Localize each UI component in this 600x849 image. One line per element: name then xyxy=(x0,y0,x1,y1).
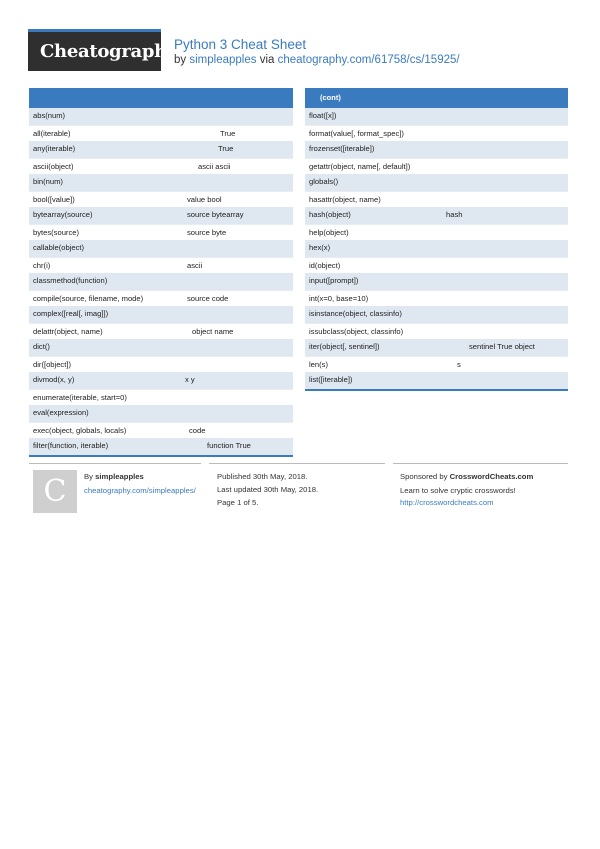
function-signature: help(object) xyxy=(309,227,349,237)
function-signature: frozenset([iterable]) xyxy=(309,144,375,153)
function-description: value bool xyxy=(187,194,222,204)
table-row xyxy=(29,257,293,274)
function-signature: callable(object) xyxy=(33,243,85,252)
table-row xyxy=(305,356,568,373)
footer-divider xyxy=(29,463,201,464)
table-row xyxy=(29,323,293,340)
function-signature: bin(num) xyxy=(33,177,63,186)
table-row xyxy=(29,224,293,241)
function-signature: id(object) xyxy=(309,260,341,270)
table-row xyxy=(305,273,568,290)
function-description: code xyxy=(189,425,206,435)
table-row xyxy=(29,372,293,389)
function-description: ascii ascii xyxy=(198,161,231,171)
function-signature: list([iterable]) xyxy=(309,375,353,384)
table-row xyxy=(305,257,568,274)
function-signature: abs(num) xyxy=(33,111,66,120)
function-signature: dir([object]) xyxy=(33,359,71,369)
function-signature: complex([real[, imag]]) xyxy=(33,309,109,318)
table-row xyxy=(305,125,568,142)
sponsored-label: Sponsored by xyxy=(400,472,448,481)
sponsor-tagline: Learn to solve cryptic crosswords! xyxy=(400,486,516,495)
table-row xyxy=(29,191,293,208)
byline-via: via xyxy=(259,54,275,66)
table-row xyxy=(29,405,293,422)
function-signature: bool([value]) xyxy=(33,194,75,204)
function-description: object name xyxy=(192,326,234,336)
function-description: True xyxy=(220,128,236,138)
table-row xyxy=(29,141,293,158)
function-signature: issubclass(object, classinfo) xyxy=(309,326,404,336)
table-row xyxy=(305,290,568,307)
function-description: True xyxy=(218,144,234,153)
avatar-letter: C xyxy=(43,474,67,509)
byline xyxy=(174,54,460,66)
function-signature: int(x=0, base=10) xyxy=(309,293,369,303)
function-signature: len(s) xyxy=(309,359,328,369)
function-description: source bytearray xyxy=(187,210,244,219)
function-signature: input([prompt]) xyxy=(309,276,359,285)
table-row xyxy=(29,339,293,356)
function-description: s xyxy=(457,359,461,369)
table-row xyxy=(305,174,568,191)
function-signature: float([x]) xyxy=(309,111,337,120)
sponsor-url[interactable] xyxy=(400,498,494,507)
table-row xyxy=(29,356,293,373)
table-row xyxy=(29,306,293,323)
function-signature: iter(object[, sentinel]) xyxy=(309,342,380,351)
sheet-url-link[interactable]: cheatography.com/61758/cs/15925/ xyxy=(277,54,460,66)
updated-date: Last updated 30th May, 2018. xyxy=(217,485,319,494)
table-row xyxy=(29,290,293,307)
function-description: hash xyxy=(446,210,463,219)
published-date: Published 30th May, 2018. xyxy=(217,472,308,481)
table-row xyxy=(29,158,293,175)
footer-author-name: simpleapples xyxy=(95,472,144,481)
function-signature: isinstance(object, classinfo) xyxy=(309,309,402,318)
sponsor-name: CrosswordCheats.com xyxy=(449,472,534,481)
table-row xyxy=(305,108,568,125)
table-row xyxy=(29,422,293,439)
table-row xyxy=(29,174,293,191)
table-row xyxy=(305,339,568,356)
left-column-rows xyxy=(29,108,293,457)
sponsor-link[interactable]: http://crosswordcheats.com xyxy=(400,498,494,507)
table-row xyxy=(305,323,568,340)
table-row xyxy=(29,389,293,406)
author-avatar[interactable] xyxy=(33,470,77,513)
function-signature: delattr(object, name) xyxy=(33,326,103,336)
function-signature: any(iterable) xyxy=(33,144,76,153)
function-signature: hex(x) xyxy=(309,243,331,252)
sponsor-line xyxy=(400,472,533,481)
author-link[interactable]: simpleapples xyxy=(189,54,257,66)
function-signature: compile(source, filename, mode) xyxy=(33,293,144,303)
function-description: function True xyxy=(207,441,251,450)
function-signature: ascii(object) xyxy=(33,161,74,171)
table-row xyxy=(305,141,568,158)
function-description: source code xyxy=(187,293,229,303)
byline-prefix: by xyxy=(174,54,187,66)
table-row xyxy=(305,306,568,323)
function-signature: hash(object) xyxy=(309,210,351,219)
footer-author-url[interactable] xyxy=(84,486,196,495)
footer-divider xyxy=(209,463,385,464)
right-column-table xyxy=(305,88,568,391)
function-signature: bytearray(source) xyxy=(33,210,93,219)
function-signature: hasattr(object, name) xyxy=(309,194,381,204)
table-row xyxy=(305,224,568,241)
function-signature: enumerate(iterable, start=0) xyxy=(33,392,127,402)
function-signature: all(iterable) xyxy=(33,128,71,138)
page-number: Page 1 of 5. xyxy=(217,498,259,507)
logo-text: Cheatography xyxy=(40,41,178,62)
table-row xyxy=(29,273,293,290)
table-row xyxy=(305,240,568,257)
function-signature: classmethod(function) xyxy=(33,276,108,285)
function-description: x y xyxy=(185,375,195,384)
table-row xyxy=(29,108,293,125)
function-signature: dict() xyxy=(33,342,50,351)
left-column-table xyxy=(29,88,293,457)
table-row xyxy=(305,158,568,175)
table-row xyxy=(29,207,293,224)
table-row xyxy=(305,207,568,224)
function-signature: chr(i) xyxy=(33,260,51,270)
function-signature: exec(object, globals, locals) xyxy=(33,425,127,435)
table-row xyxy=(29,125,293,142)
function-signature: format(value[, format_spec]) xyxy=(309,128,404,138)
function-signature: eval(expression) xyxy=(33,408,89,417)
function-signature: getattr(object, name[, default]) xyxy=(309,161,411,171)
right-column-header: (cont) xyxy=(305,88,568,108)
function-signature: globals() xyxy=(309,177,339,186)
function-signature: divmod(x, y) xyxy=(33,375,75,384)
footer-author xyxy=(84,472,144,481)
function-description: source byte xyxy=(187,227,227,237)
function-signature: filter(function, iterable) xyxy=(33,441,109,450)
footer-by-label: By xyxy=(84,472,93,481)
footer-divider xyxy=(393,463,568,464)
table-row xyxy=(305,372,568,389)
table-row xyxy=(29,240,293,257)
function-description: sentinel True object xyxy=(469,342,535,351)
sheet-title: Python 3 Cheat Sheet xyxy=(174,37,307,52)
table-row xyxy=(29,438,293,455)
table-row xyxy=(305,191,568,208)
left-column-header xyxy=(29,88,293,108)
right-column-rows xyxy=(305,108,568,391)
cheatography-logo[interactable] xyxy=(28,29,178,71)
function-signature: bytes(source) xyxy=(33,227,80,237)
function-description: ascii xyxy=(187,260,203,270)
footer-author-link[interactable]: cheatography.com/simpleapples/ xyxy=(84,486,196,495)
